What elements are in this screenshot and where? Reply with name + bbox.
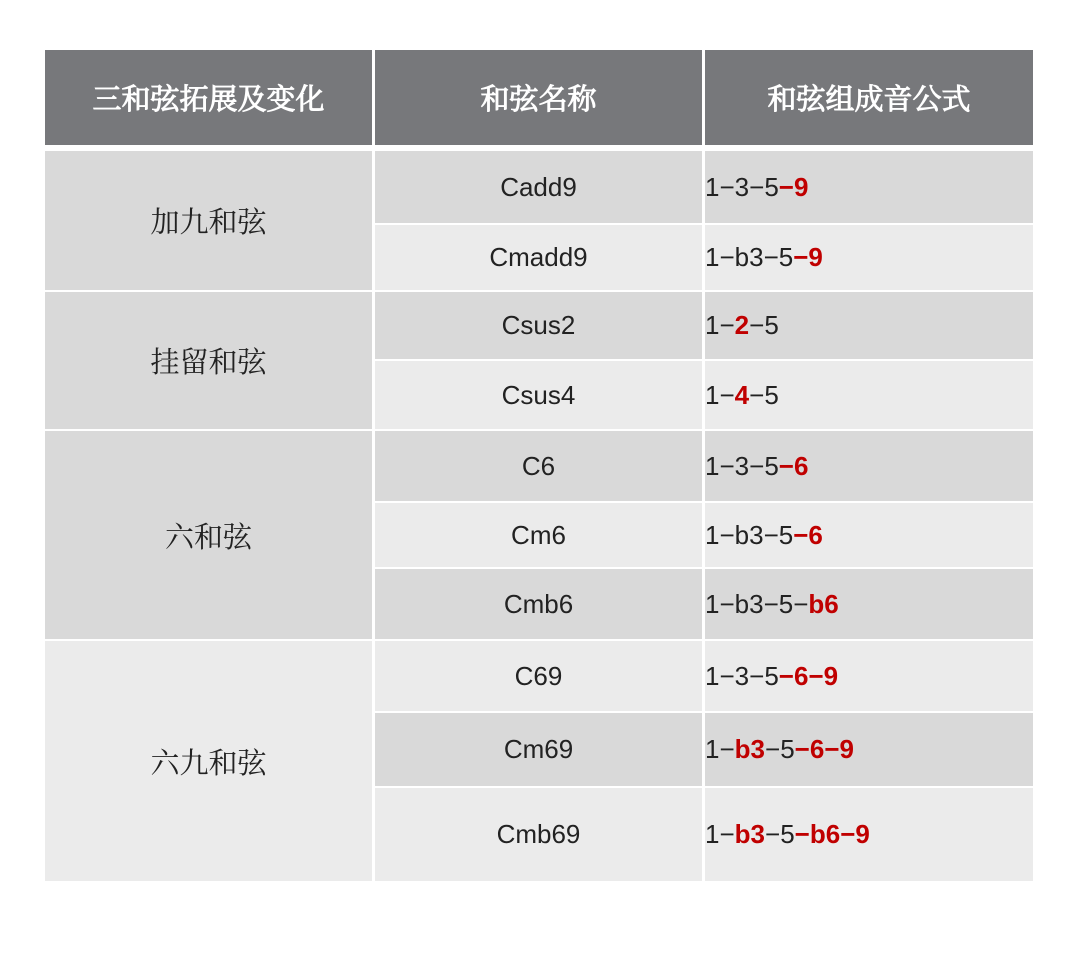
chord-category: 六九和弦 (45, 641, 375, 883)
formula-tone: 5 (778, 242, 794, 272)
formula-separator: − (794, 819, 810, 849)
formula-tone: b3 (734, 519, 764, 550)
formula-tone: 1 (705, 379, 720, 410)
formula-separator: − (719, 519, 735, 550)
formula-added-tone: 2 (734, 310, 750, 340)
header-row (45, 50, 1033, 145)
formula-added-tone: 6 (808, 519, 823, 550)
formula-separator: − (719, 819, 735, 849)
formula-separator: − (778, 660, 794, 691)
formula-added-tone: 9 (855, 819, 870, 849)
formula-separator: − (763, 519, 779, 550)
chord-name: C6 (375, 431, 705, 503)
formula-tone: 5 (764, 660, 779, 691)
formula-separator: − (719, 379, 735, 410)
formula-tone: 5 (764, 171, 779, 202)
formula-separator: − (765, 819, 781, 849)
formula-added-tone: 6 (809, 734, 825, 764)
chord-category: 挂留和弦 (45, 292, 375, 431)
chord-name: Cmb69 (375, 788, 705, 883)
formula-added-tone: 9 (793, 171, 809, 202)
chord-name: Cadd9 (375, 151, 705, 225)
formula-tone: 5 (780, 819, 795, 849)
formula-separator: − (719, 171, 735, 202)
formula-tone: 1 (705, 171, 720, 202)
formula-added-tone: b3 (734, 734, 765, 764)
formula-tone: 3 (734, 660, 750, 691)
header-category: 三和弦拓展及变化 (45, 50, 375, 145)
header-chord-name: 和弦名称 (375, 50, 705, 145)
formula-tone: 5 (764, 379, 779, 410)
formula-separator: − (840, 819, 856, 849)
formula-separator: − (793, 588, 809, 619)
formula-tone: 1 (705, 588, 720, 619)
formula-tone: 1 (705, 660, 720, 691)
formula-tone: 5 (764, 450, 779, 481)
chord-formula (705, 225, 1033, 292)
formula-separator: − (749, 310, 765, 340)
formula-tone: 5 (780, 734, 795, 764)
formula-separator: − (778, 171, 794, 202)
formula-tone: 5 (778, 519, 794, 550)
formula-separator: − (763, 242, 779, 272)
chord-name: C69 (375, 641, 705, 713)
formula-separator: − (719, 734, 735, 764)
formula-tone: 3 (734, 450, 750, 481)
table-row (45, 292, 1033, 361)
formula-added-tone: b6 (809, 819, 841, 849)
table-row (45, 431, 1033, 503)
table-row (45, 641, 1033, 713)
formula-tone: 1 (705, 450, 720, 481)
formula-separator: − (763, 588, 779, 619)
formula-separator: − (719, 242, 735, 272)
formula-separator: − (808, 660, 824, 691)
table-body (45, 145, 1033, 883)
chord-name: Csus4 (375, 361, 705, 431)
formula-tone: b3 (734, 242, 764, 272)
table-row (45, 151, 1033, 225)
chord-name: Cm6 (375, 503, 705, 569)
formula-tone: 1 (705, 519, 720, 550)
chord-category: 六和弦 (45, 431, 375, 641)
chord-table (45, 50, 1033, 883)
formula-tone: 3 (734, 171, 750, 202)
chord-name: Cm69 (375, 713, 705, 788)
chord-category: 加九和弦 (45, 151, 375, 292)
chord-formula (705, 431, 1033, 503)
chord-name: Cmadd9 (375, 225, 705, 292)
formula-separator: − (719, 450, 735, 481)
formula-separator: − (749, 171, 765, 202)
formula-added-tone: b3 (734, 819, 765, 849)
formula-separator: − (749, 379, 765, 410)
formula-added-tone: 9 (823, 660, 839, 691)
formula-tone: 5 (764, 310, 779, 340)
formula-separator: − (824, 734, 840, 764)
formula-tone: 1 (705, 242, 720, 272)
formula-separator: − (719, 660, 735, 691)
chord-formula (705, 361, 1033, 431)
chord-formula (705, 713, 1033, 788)
formula-separator: − (793, 519, 809, 550)
chord-formula (705, 641, 1033, 713)
chord-name: Csus2 (375, 292, 705, 361)
formula-added-tone: b6 (808, 588, 839, 619)
chord-formula (705, 151, 1033, 225)
formula-tone: 5 (778, 588, 794, 619)
formula-tone: 1 (705, 310, 720, 340)
formula-added-tone: 9 (808, 242, 823, 272)
formula-added-tone: 6 (793, 450, 809, 481)
formula-added-tone: 4 (734, 379, 750, 410)
chord-formula (705, 569, 1033, 641)
chord-name: Cmb6 (375, 569, 705, 641)
formula-separator: − (765, 734, 781, 764)
formula-separator: − (793, 242, 809, 272)
chord-formula (705, 292, 1033, 361)
formula-tone: b3 (734, 588, 764, 619)
formula-separator: − (778, 450, 794, 481)
formula-separator: − (794, 734, 810, 764)
header-formula: 和弦组成音公式 (705, 50, 1033, 145)
chord-formula (705, 788, 1033, 883)
chord-formula (705, 503, 1033, 569)
formula-tone: 1 (705, 819, 720, 849)
formula-separator: − (749, 660, 765, 691)
formula-added-tone: 6 (793, 660, 809, 691)
formula-added-tone: 9 (839, 734, 854, 764)
formula-tone: 1 (705, 734, 720, 764)
formula-separator: − (749, 450, 765, 481)
formula-separator: − (719, 588, 735, 619)
formula-separator: − (719, 310, 735, 340)
